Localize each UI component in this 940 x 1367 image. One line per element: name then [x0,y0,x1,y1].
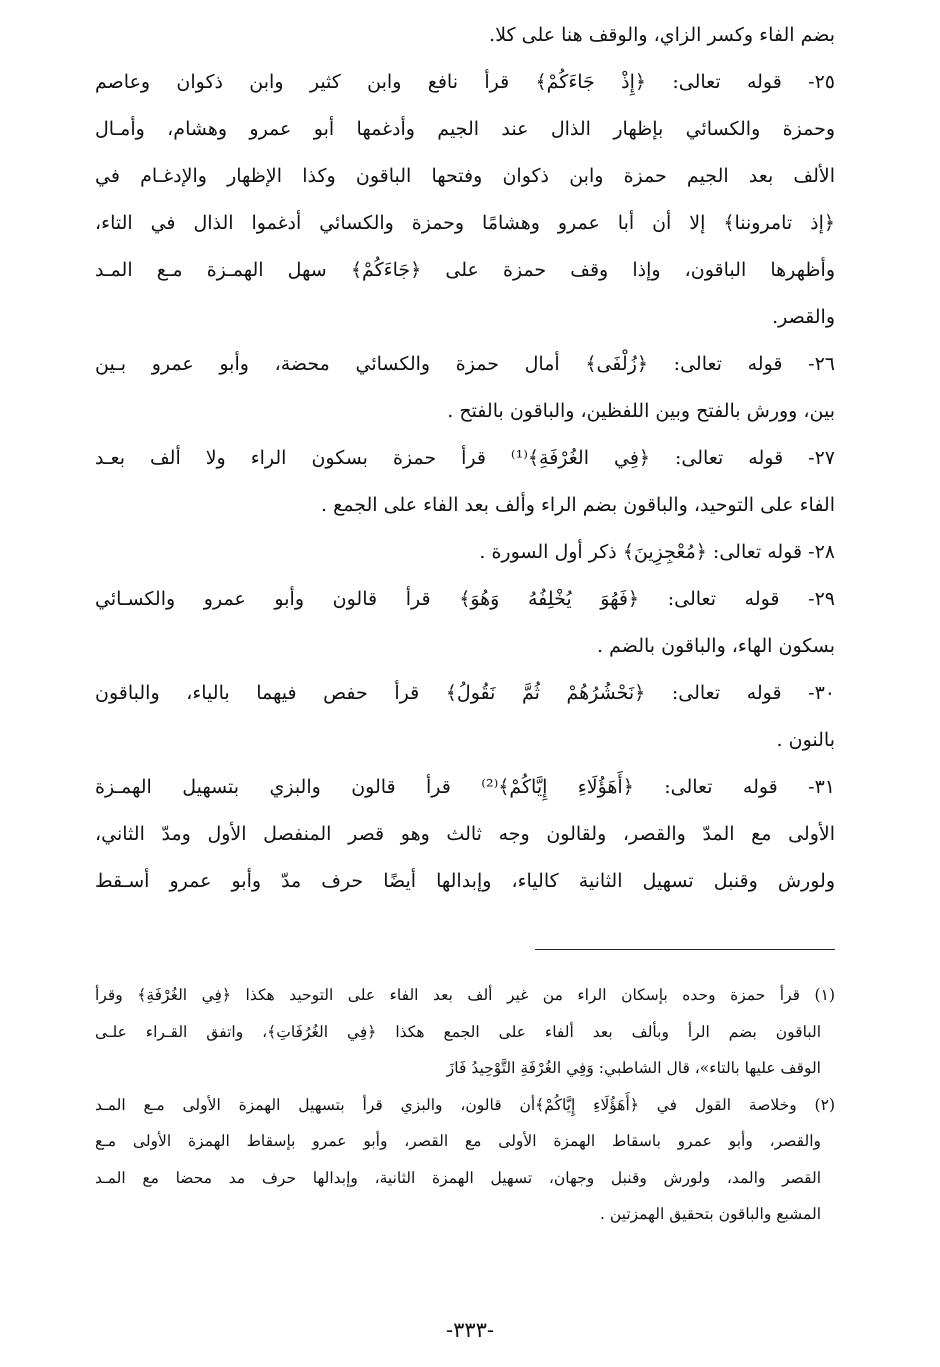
text-line: الفاء على التوحيد، والباقون بضم الراء وألف بعد الفاء على الجمع . [321,494,835,516]
footnote-line: القصر والمد، ولورش وقنبل وجهان، تسهيل الهمزة الثانية، وإبدالها حرف مد محضا مع المـد [95,1168,821,1187]
footnote-line: (٢) وخلاصة القول في ﴿أَهَؤُلَاءِ إِيَّاكُمْ﴾أن قالون، والبزي قرأ بتسهيل الهمزة الأولى مـع المـد [95,1095,835,1114]
footnote-line: المشبع والباقون بتحقيق الهمزتين . [599,1205,821,1223]
text-line: والقصر. [772,306,835,328]
text-line: ٢٦- قوله تعالى: ﴿زُلْفَى﴾ أمال حمزة والكسائي محضة، وأبو عمرو بـين [95,353,835,375]
text-line: ٢٨- قوله تعالى: ﴿مُعْجِزِينَ﴾ ذكر أول السورة . [479,541,835,563]
main-text [95,12,835,905]
text-line: وحمزة والكسائي بإظهار الذال عند الجيم وأدغمها أبو عمرو وهشام، وأمـال [95,118,835,140]
text-line: الألف بعد الجيم حمزة وابن ذكوان وفتحها الباقون وكذا الإظهار والإدغـام في [95,165,835,187]
text-line: ﴿إذ تامروننا﴾ إلا أن أبا عمرو وهشامًا وحمزة والكسائي أدغموا الذال في التاء، [95,212,835,234]
text-line: بين، وورش بالفتح وبين اللفظين، والباقون بالفتح . [447,400,835,422]
footnote-line: الباقون بضم الرأ وبألف بعد ألفاء على الجمع هكذا ﴿فِي الغُرُفَاتِ﴾، واتفق القـراء علـى [95,1022,821,1041]
text-line: بالنون . [776,729,835,751]
page-number: -٣٣٣- [445,1318,495,1342]
text-line: ٣٠- قوله تعالى: ﴿نَحْشُرُهُمْ ثُمَّ نَقُولُ﴾ قرأ حفص فيهما بالياء، والباقون [95,682,835,704]
footnotes [95,977,835,1233]
footnote-line: (١) قرأ حمزة وحده بإسكان الراء من غير ألف بعد الفاء على التوحيد هكذا ﴿فِي الغُرْفَةِ﴾ وقرأ [95,986,835,1004]
footnote-line: والقصر، وأبو عمرو باسقاط الهمزة الأولى مع القصر، وأبو عمرو بإسقاط الهمزة الأولى مـع [95,1132,821,1150]
text-line: وأظهرها الباقون، وإذا وقف حمزة على ﴿جَاءَكُمْ﴾ سهل الهمـزة مـع المـد [95,259,835,281]
text-line: ٢٥- قوله تعالى: ﴿إِذْ جَاءَكُمْ﴾ قرأ نافع وابن كثير وابن ذكوان وعاصم [95,71,835,93]
text-line: بسكون الهاء، والباقون بالضم . [597,635,835,657]
footnote-separator [535,949,835,950]
text-line: ٢٩- قوله تعالى: ﴿فَهُوَ يُخْلِفُهُ وَهُوَ﴾ قرأ قالون وأبو عمرو والكسـائي [95,588,835,610]
text-line: ٢٧- قوله تعالى: ﴿فِي الغُرْفَةِ﴾⁽¹⁾ قرأ حمزة بسكون الراء ولا ألف بعـد [95,447,835,469]
text-line: بضم الفاء وكسر الزاي، والوقف هنا على كلا. [489,24,835,46]
text-line: ولورش وقنبل تسهيل الثانية كالياء، وإبدالها أيضًا حرف مدّ وأبو عمرو أسـقط [95,870,835,892]
footnote-line: الوقف عليها بالتاء»، قال الشاطبي: وَفِي الغُرْفَةِ التَّوْحِيدُ فَازَ [446,1059,821,1077]
text-line: الأولى مع المدّ والقصر، ولقالون وجه ثالث وهو قصر المنفصل الأول ومدّ الثاني، [95,823,835,845]
text-line: ٣١- قوله تعالى: ﴿أَهَؤُلَاءِ إِيَّاكُمْ﴾⁽²⁾ قرأ قالون والبزي بتسهيل الهمـزة [95,776,835,798]
page-body [95,12,835,1223]
